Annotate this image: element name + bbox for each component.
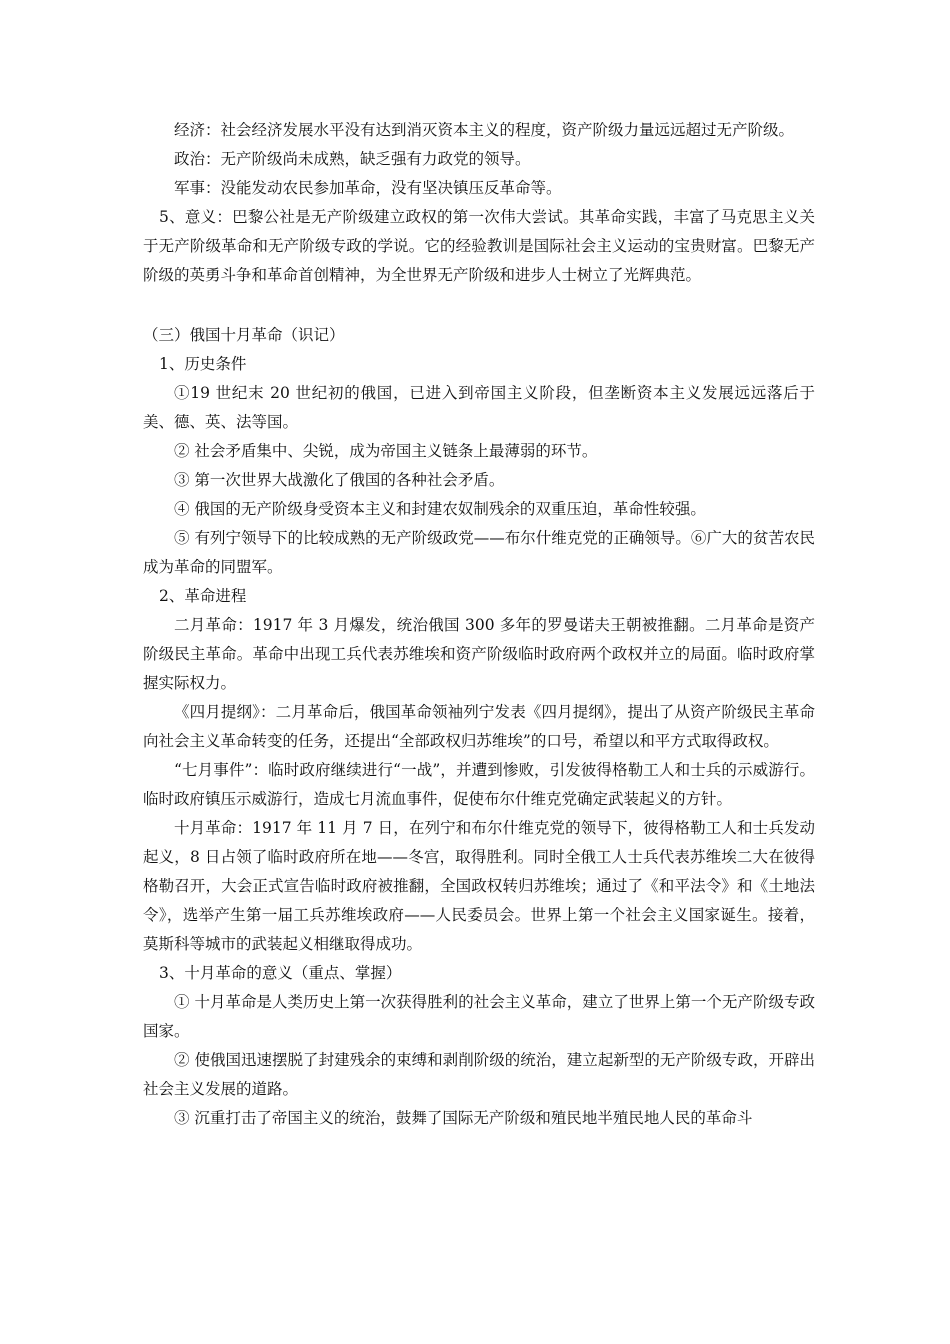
paragraph: ② 使俄国迅速摆脱了封建残余的束缚和剥削阶级的统治，建立起新型的无产阶级专政，开辟出社会主义发展的道路。	[143, 1051, 815, 1098]
paragraph-gap	[143, 290, 815, 321]
subheading: 2、革命进程	[159, 587, 247, 605]
paragraph: 《四月提纲》：二月革命后，俄国革命领袖列宁发表《四月提纲》，提出了从资产阶级民主革命向社会主义革命转变的任务，还提出“全部政权归苏维埃”的口号，希望以和平方式取得政权。	[143, 703, 815, 750]
subheading: 3、十月革命的意义（重点、掌握）	[159, 964, 402, 982]
paragraph: ③ 沉重打击了帝国主义的统治，鼓舞了国际无产阶级和殖民地半殖民地人民的革命斗	[174, 1109, 753, 1127]
paragraph: 5、意义：巴黎公社是无产阶级建立政权的第一次伟大尝试。其革命实践，丰富了马克思主义关于无产阶级革命和无产阶级专政的学说。它的经验教训是国际社会主义运动的宝贵财富。巴黎无产阶级的英勇斗争和革命首创精神，为全世界无产阶级和进步人士树立了光辉典范。	[143, 208, 815, 284]
paragraph: 经济：社会经济发展水平没有达到消灭资本主义的程度，资产阶级力量远远超过无产阶级。	[174, 121, 795, 139]
paragraph: 军事：没能发动农民参加革命，没有坚决镇压反革命等。	[174, 179, 562, 197]
subheading: 1、历史条件	[159, 355, 247, 373]
paragraph: 政治：无产阶级尚未成熟，缺乏强有力政党的领导。	[174, 150, 531, 168]
paragraph: ④ 俄国的无产阶级身受资本主义和封建农奴制残余的双重压迫，革命性较强。	[174, 500, 706, 518]
paragraph: ② 社会矛盾集中、尖锐，成为帝国主义链条上最薄弱的环节。	[174, 442, 598, 460]
paragraph: “七月事件”：临时政府继续进行“一战”，并遭到惨败，引发彼得格勒工人和士兵的示威游行。临时政府镇压示威游行，造成七月流血事件，促使布尔什维克党确定武装起义的方针。	[143, 761, 815, 808]
paragraph: ③ 第一次世界大战激化了俄国的各种社会矛盾。	[174, 471, 505, 489]
paragraph: ①19 世纪末 20 世纪初的俄国，已进入到帝国主义阶段，但垄断资本主义发展远远落后于美、德、英、法等国。	[143, 384, 815, 431]
paragraph: 二月革命：1917 年 3 月爆发，统治俄国 300 多年的罗曼诺夫王朝被推翻。二月革命是资产阶级民主革命。革命中出现工兵代表苏维埃和资产阶级临时政府两个政权并立的局面。临时政府掌握实际权力。	[143, 616, 815, 692]
document-page	[143, 116, 815, 1133]
paragraph: ⑤ 有列宁领导下的比较成熟的无产阶级政党——布尔什维克党的正确领导。⑥广大的贫苦农民成为革命的同盟军。	[143, 529, 815, 576]
paragraph: ① 十月革命是人类历史上第一次获得胜利的社会主义革命，建立了世界上第一个无产阶级专政国家。	[143, 993, 815, 1040]
section-heading: （三）俄国十月革命（识记）	[143, 326, 345, 344]
paragraph: 十月革命：1917 年 11 月 7 日，在列宁和布尔什维克党的领导下，彼得格勒工人和士兵发动起义，8 日占领了临时政府所在地——冬宫，取得胜利。同时全俄工人士兵代表苏维埃二大在彼得格勒召开，大会正式宣告临时政府被推翻，全国政权转归苏维埃；通过了《和平法令》和《土地法令》，选举产生第一届工兵苏维埃政府——人民委员会。世界上第一个社会主义国家诞生。接着，莫斯科等城市的武装起义相继取得成功。	[143, 819, 815, 953]
